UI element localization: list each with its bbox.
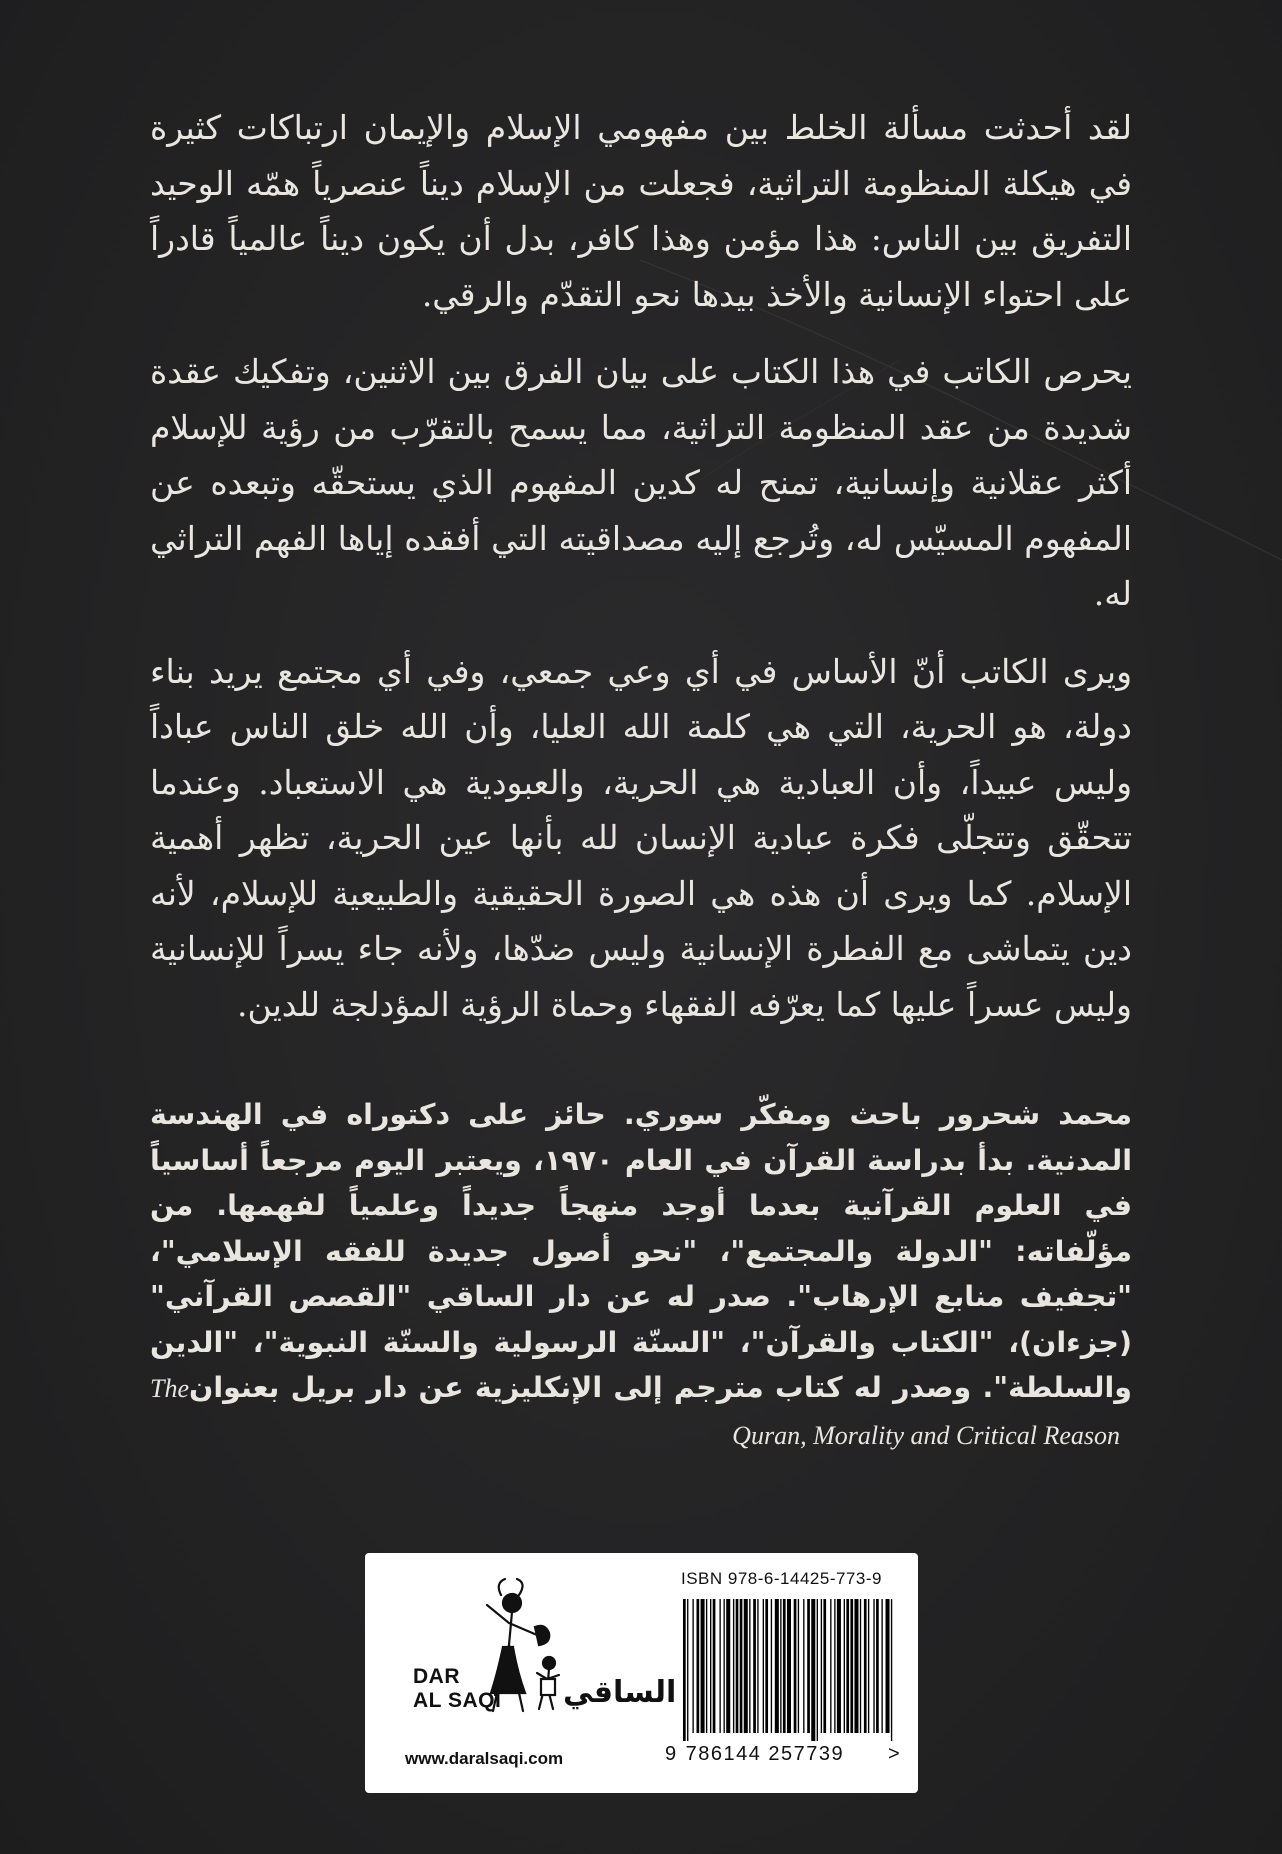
- author-bio: [150, 1092, 1132, 1458]
- barcode-bar: [736, 1599, 739, 1733]
- barcode-bar: [765, 1599, 768, 1733]
- barcode: [683, 1599, 893, 1741]
- publisher-logo-illustration: [417, 1575, 597, 1745]
- barcode-bar: [713, 1599, 716, 1733]
- barcode-number: 786144 257739: [685, 1743, 845, 1765]
- barcode-bar: [683, 1599, 686, 1741]
- barcode-digits: [665, 1743, 844, 1766]
- barcode-first-digit: 9: [665, 1743, 678, 1765]
- blurb-paragraph-1: لقد أحدثت مسألة الخلط بين مفهومي الإسلام والإيمان ارتباكات كثيرة في هيكلة المنظومة التراثية، فجعلت من الإسلام ديناً عنصرياً همّه الوحيد التفريق بين الناس: هذا مؤمن وهذا كافر، بدل أن يكون ديناً عالمياً قادراً على احتواء الإنسانية والأخذ بيدها نحو التقدّم والرقي.: [150, 108, 1132, 314]
- author-bio-paragraph: [150, 1092, 1132, 1458]
- barcode-bar: [821, 1599, 822, 1733]
- blurb: [150, 100, 1132, 1032]
- barcode-bar: [881, 1599, 882, 1733]
- barcode-bar: [692, 1599, 693, 1733]
- barcode-bar: [850, 1599, 853, 1733]
- barcode-bar: [817, 1599, 818, 1741]
- barcode-bar: [837, 1599, 841, 1733]
- publisher-name-english: [413, 1665, 501, 1713]
- barcode-bar: [787, 1599, 791, 1733]
- barcode-bar: [697, 1599, 700, 1733]
- barcode-bar: [803, 1599, 804, 1733]
- publisher-website: www.daralsaqi.com: [405, 1749, 564, 1768]
- author-bio-text: محمد شحرور باحث ومفكّر سوري. حائز على دكتوراه في الهندسة المدنية. بدأ بدراسة القرآن في العام ١٩٧٠، ويعتبر اليوم مرجعاً أساسياً في العلوم القرآنية بعدما أوجد منهجاً جديداً وعلمياً لفهمها. من مؤلّفاته: "الدولة والمجتمع"، "نحو أصول جديدة للفقه الإسلامي"، "تجفيف منابع الإرهاب". صدر له عن دار الساقي "القصص القرآني" (جزءان)، "الكتاب والقرآن"، "السنّة الرسولية والسنّة النبوية"، "الدين والسلطة". وصدر له كتاب مترجم إلى الإنكليزية عن دار بريل بعنوان: [150, 1098, 1132, 1404]
- blurb-paragraph-2: يحرص الكاتب في هذا الكتاب على بيان الفرق بين الاثنين، وتفكيك عقدة شديدة من عقد المنظومة التراثية، مما يسمح بالتقرّب من رؤية للإسلام أكثر عقلانية وإنسانية، تمنح له كدين المفهوم الذي يستحقّه وتبعده عن المفهوم المسيّس له، وتُرجع إليه مصداقيته التي أفقده إياها الفهم التراثي له.: [150, 352, 1132, 613]
- barcode-bar: [854, 1599, 858, 1733]
- barcode-bar: [733, 1599, 734, 1733]
- barcode-bar: [753, 1599, 756, 1733]
- barcode-bar: [771, 1599, 772, 1733]
- publisher-en-line1: DAR: [413, 1665, 460, 1688]
- barcode-bar: [749, 1599, 750, 1733]
- barcode-bar: [886, 1599, 890, 1733]
- english-book-title: The Quran, Morality and Critical Reason: [150, 1374, 1120, 1450]
- barcode-bar: [763, 1599, 764, 1733]
- barcode-bar: [864, 1599, 867, 1733]
- publisher-name-arabic: الساقي: [563, 1675, 677, 1710]
- barcode-bar: [780, 1599, 781, 1733]
- barcode-bar: [868, 1599, 869, 1733]
- barcode-bar: [891, 1599, 892, 1741]
- barcode-bar: [724, 1599, 725, 1733]
- publisher-en-line2: AL SAQI: [413, 1689, 502, 1712]
- barcode-arrow: >: [888, 1743, 900, 1765]
- barcode-bar: [823, 1599, 826, 1733]
- barcode-bar: [740, 1599, 743, 1733]
- barcode-bar: [701, 1599, 705, 1733]
- barcode-bar: [846, 1599, 849, 1733]
- barcode-bar: [710, 1599, 711, 1733]
- barcode-bar: [811, 1599, 815, 1741]
- barcode-bar: [726, 1599, 730, 1733]
- barcode-bar: [757, 1599, 758, 1733]
- barcode-bar: [860, 1599, 861, 1733]
- barcode-bar: [844, 1599, 845, 1733]
- isbn-text: ISBN 978-6-14425-773-9: [681, 1569, 882, 1588]
- barcode-bar: [834, 1599, 835, 1733]
- barcode-bar: [783, 1599, 786, 1733]
- barcode-bar: [876, 1599, 879, 1733]
- barcode-bar: [873, 1599, 874, 1733]
- barcode-bar: [744, 1599, 748, 1733]
- barcode-bar: [706, 1599, 707, 1733]
- barcode-bar: [719, 1599, 720, 1733]
- barcode-bar: [794, 1599, 797, 1733]
- barcode-bar: [687, 1599, 688, 1741]
- barcode-bar: [807, 1599, 810, 1733]
- barcode-bar: [830, 1599, 831, 1733]
- blurb-paragraph-3: ويرى الكاتب أنّ الأساس في أي وعي جمعي، وفي أي مجتمع يريد بناء دولة، هو الحرية، التي هي كلمة الله العليا، وأن الله خلق الناس عباداً وليس عبيداً، وأن العبادية هي الحرية، والعبودية هي الاستعباد. وعندما تتحقّق وتتجلّى فكرة عبادية الإنسان لله بأنها عين الحرية، تظهر أهمية الإسلام. كما ويرى أن هذه هي الصورة الحقيقية والطبيعية للإسلام، لأنه دين يتماشى مع الفطرة الإنسانية وليس ضدّها، ولأنه جاء يسراً للإنسانية وليس عسراً عليها كما يعرّفه الفقهاء وحماة الرؤية المؤدلجة للدين.: [150, 651, 1132, 1024]
- barcode-bar: [798, 1599, 799, 1733]
- barcode-bar: [775, 1599, 779, 1733]
- publisher-barcode-label: [365, 1553, 918, 1793]
